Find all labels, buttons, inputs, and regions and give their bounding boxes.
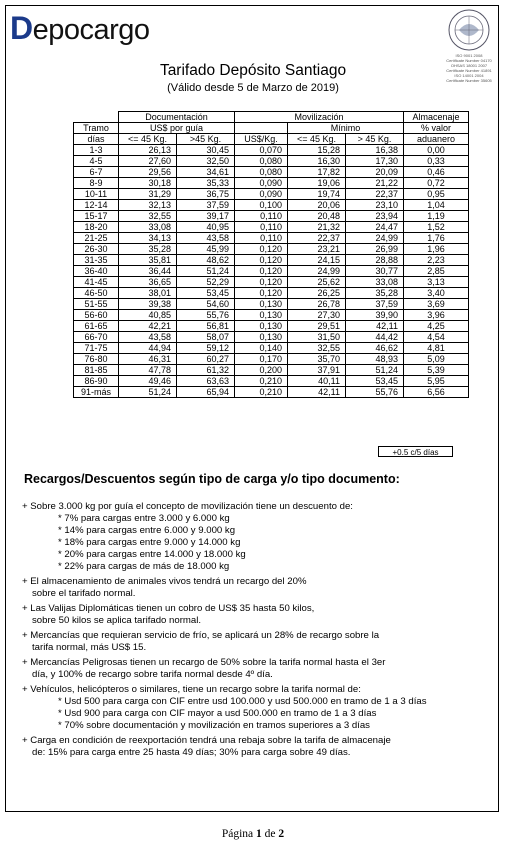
list-subitem: * 7% para cargas entre 3.000 y 6.000 kg — [58, 513, 230, 524]
table-cell: 44,42 — [346, 332, 404, 343]
page-footer — [0, 828, 506, 840]
table-cell: 4-5 — [74, 156, 119, 167]
table-cell: 0,110 — [235, 233, 288, 244]
table-cell: 6,56 — [404, 387, 469, 398]
table-cell: 37,59 — [346, 299, 404, 310]
table-cell: 0,130 — [235, 310, 288, 321]
table-cell: 0,100 — [235, 200, 288, 211]
table-cell: 51,24 — [177, 266, 235, 277]
logo-d-mark: D — [10, 10, 33, 46]
table-cell: 0,130 — [235, 321, 288, 332]
list-item-text: + Carga en condición de reexportación tendrá una rebaja sobre la tarifa de almacenaje — [22, 735, 391, 746]
table-cell: 48,93 — [346, 354, 404, 365]
company-logo — [10, 10, 150, 47]
table-cell: 0,00 — [404, 145, 469, 156]
table-cell: 26,78 — [288, 299, 346, 310]
table-cell: 0,200 — [235, 365, 288, 376]
table-row — [74, 354, 469, 365]
table-cell: 15,28 — [288, 145, 346, 156]
table-row — [74, 189, 469, 200]
surcharge-list — [22, 498, 498, 759]
list-item-text: sobre 50 kilos se aplica tarifado normal. — [32, 615, 202, 626]
table-cell: 41-45 — [74, 277, 119, 288]
page-title: Tarifado Depósito Santiago — [159, 62, 347, 79]
table-cell: 18-20 — [74, 222, 119, 233]
table-cell: 55,76 — [346, 387, 404, 398]
header-blank-kg — [235, 123, 288, 134]
table-cell: 1,76 — [404, 233, 469, 244]
header-us-por-guia: US$ por guía — [119, 123, 235, 134]
table-cell: 39,17 — [177, 211, 235, 222]
list-item-text: + Sobre 3.000 kg por guía el concepto de movilización tiene un descuento de: — [22, 501, 353, 512]
table-cell: 36-40 — [74, 266, 119, 277]
table-cell: 1,04 — [404, 200, 469, 211]
table-cell: 1,19 — [404, 211, 469, 222]
table-cell: 3,40 — [404, 288, 469, 299]
table-cell: 0,72 — [404, 178, 469, 189]
header-blank — [74, 112, 119, 123]
table-cell: 39,90 — [346, 310, 404, 321]
almacenaje-note: +0.5 c/5 días — [378, 446, 453, 457]
table-cell: 23,94 — [346, 211, 404, 222]
list-item — [22, 630, 498, 654]
cert-line: ISO 14001 2004 — [454, 73, 484, 78]
table-cell: 21-25 — [74, 233, 119, 244]
table-cell: 51,24 — [119, 387, 177, 398]
footer-middle: de — [261, 828, 279, 840]
table-cell: 26,25 — [288, 288, 346, 299]
table-cell: 0,120 — [235, 288, 288, 299]
table-row — [74, 299, 469, 310]
table-cell: 76-80 — [74, 354, 119, 365]
table-cell: 44,94 — [119, 343, 177, 354]
table-row — [74, 310, 469, 321]
list-item-text: + Vehículos, helicópteros o similares, tiene un recargo sobre la tarifa normal de: — [22, 684, 361, 695]
table-cell: 39,38 — [119, 299, 177, 310]
table-cell: 24,15 — [288, 255, 346, 266]
table-cell: 20,48 — [288, 211, 346, 222]
table-cell: 0,080 — [235, 156, 288, 167]
list-item-text: + El almacenamiento de animales vivos tendrá un recargo del 20% — [22, 576, 307, 587]
table-cell: 0,46 — [404, 167, 469, 178]
rates-table — [73, 111, 469, 398]
table-cell: 22,37 — [288, 233, 346, 244]
table-cell: 10-11 — [74, 189, 119, 200]
table-cell: 0,120 — [235, 255, 288, 266]
table-cell: 42,21 — [119, 321, 177, 332]
table-cell: 40,95 — [177, 222, 235, 233]
table-cell: 0,090 — [235, 189, 288, 200]
section-title: Recargos/Descuentos según tipo de carga y/o tipo documento: — [24, 472, 400, 486]
table-cell: 30,45 — [177, 145, 235, 156]
table-cell: 0,110 — [235, 211, 288, 222]
table-cell: 24,99 — [288, 266, 346, 277]
table-cell: 56-60 — [74, 310, 119, 321]
table-row — [74, 145, 469, 156]
cert-line: Certificate Number 04170 — [446, 58, 492, 63]
table-cell: 46,62 — [346, 343, 404, 354]
page-subtitle: (Válido desde 5 de Marzo de 2019) — [167, 82, 339, 94]
table-row — [74, 255, 469, 266]
table-cell: 63,63 — [177, 376, 235, 387]
list-subitem: * 14% para cargas entre 6.000 y 9.000 kg — [58, 525, 236, 536]
table-cell: 30,77 — [346, 266, 404, 277]
table-cell: 27,60 — [119, 156, 177, 167]
table-cell: 17,30 — [346, 156, 404, 167]
table-cell: 42,11 — [288, 387, 346, 398]
table-row — [74, 376, 469, 387]
list-item-text: + Mercancías que requieran servicio de frío, se aplicará un 28% de recargo sobre la — [22, 630, 380, 641]
list-subitem: * 20% para cargas entre 14.000 y 18.000 kg — [58, 549, 246, 560]
table-cell: 4,81 — [404, 343, 469, 354]
list-subitem: * 18% para cargas entre 9.000 y 14.000 kg — [58, 537, 241, 548]
table-cell: 31,29 — [119, 189, 177, 200]
table-cell: 5,39 — [404, 365, 469, 376]
table-cell: 40,85 — [119, 310, 177, 321]
table-cell: 24,47 — [346, 222, 404, 233]
table-cell: 66-70 — [74, 332, 119, 343]
header-tramo: Tramo — [74, 123, 119, 134]
table-cell: 23,21 — [288, 244, 346, 255]
table-cell: 0,090 — [235, 178, 288, 189]
list-item — [22, 501, 498, 573]
list-item — [22, 657, 498, 681]
header-almacenaje: Almacenaje — [404, 112, 469, 123]
table-cell: 20,06 — [288, 200, 346, 211]
table-cell: 8-9 — [74, 178, 119, 189]
table-cell: 16,38 — [346, 145, 404, 156]
table-cell: 53,45 — [346, 376, 404, 387]
cert-line: Certificate Number 41891 — [446, 68, 492, 73]
table-cell: 5,95 — [404, 376, 469, 387]
table-cell: 71-75 — [74, 343, 119, 354]
table-cell: 22,37 — [346, 189, 404, 200]
table-cell: 37,59 — [177, 200, 235, 211]
table-cell: 3,13 — [404, 277, 469, 288]
table-cell: 51-55 — [74, 299, 119, 310]
cert-line: ISO 9001 2008 — [455, 53, 483, 58]
list-subitem: * Usd 900 para carga con CIF mayor a usd 500.000 en tramo de 1 a 3 días — [58, 708, 377, 719]
table-cell: 27,30 — [288, 310, 346, 321]
table-cell: 0,120 — [235, 277, 288, 288]
table-cell: 19,06 — [288, 178, 346, 189]
list-subitem: * 70% sobre documentación y movilización en tramos superiores a 3 días — [58, 720, 370, 731]
table-cell: 31,50 — [288, 332, 346, 343]
col-aduanero: aduanero — [404, 134, 469, 145]
table-cell: 6-7 — [74, 167, 119, 178]
table-cell: 91-más — [74, 387, 119, 398]
table-cell: 65,94 — [177, 387, 235, 398]
table-row — [74, 343, 469, 354]
table-cell: 23,10 — [346, 200, 404, 211]
footer-page-total: 2 — [278, 828, 285, 840]
table-row — [74, 233, 469, 244]
table-cell: 28,88 — [346, 255, 404, 266]
list-item — [22, 684, 498, 732]
table-cell: 61,32 — [177, 365, 235, 376]
col-dias: días — [74, 134, 119, 145]
table-cell: 0,120 — [235, 244, 288, 255]
header-pct-valor: % valor — [404, 123, 469, 134]
list-item-text: sobre el tarifado normal. — [32, 588, 136, 599]
list-item — [22, 576, 498, 600]
table-row — [74, 288, 469, 299]
table-cell: 36,65 — [119, 277, 177, 288]
table-cell: 35,70 — [288, 354, 346, 365]
table-cell: 3,96 — [404, 310, 469, 321]
list-item — [22, 735, 498, 759]
table-cell: 56,81 — [177, 321, 235, 332]
table-cell: 0,210 — [235, 387, 288, 398]
table-cell: 35,81 — [119, 255, 177, 266]
table-cell: 0,080 — [235, 167, 288, 178]
table-cell: 54,60 — [177, 299, 235, 310]
table-cell: 34,13 — [119, 233, 177, 244]
header-documentacion: Documentación — [119, 112, 235, 123]
table-cell: 2,85 — [404, 266, 469, 277]
table-cell: 0,130 — [235, 299, 288, 310]
header-movilizacion: Movilización — [235, 112, 404, 123]
table-cell: 33,08 — [119, 222, 177, 233]
table-cell: 38,01 — [119, 288, 177, 299]
footer-prefix: Página — [221, 828, 257, 840]
header-minimo: Mínimo — [288, 123, 404, 134]
table-cell: 45,99 — [177, 244, 235, 255]
table-row — [74, 222, 469, 233]
table-row — [74, 321, 469, 332]
table-row — [74, 156, 469, 167]
col-doc-gt45: >45 Kg. — [177, 134, 235, 145]
table-cell: 35,33 — [177, 178, 235, 189]
table-row — [74, 277, 469, 288]
table-cell: 1,52 — [404, 222, 469, 233]
table-cell: 4,25 — [404, 321, 469, 332]
table-cell: 0,130 — [235, 332, 288, 343]
table-cell: 37,91 — [288, 365, 346, 376]
table-cell: 51,24 — [346, 365, 404, 376]
table-cell: 43,58 — [177, 233, 235, 244]
table-cell: 0,95 — [404, 189, 469, 200]
logo-text: epocargo — [32, 14, 150, 46]
list-item-text: de: 15% para carga entre 25 hasta 49 días; 30% para carga sobre 49 días. — [32, 747, 351, 758]
table-row — [74, 178, 469, 189]
table-cell: 0,070 — [235, 145, 288, 156]
table-cell: 48,62 — [177, 255, 235, 266]
table-cell: 29,51 — [288, 321, 346, 332]
list-item — [22, 603, 498, 627]
table-cell: 24,99 — [346, 233, 404, 244]
table-cell: 1,96 — [404, 244, 469, 255]
table-cell: 0,140 — [235, 343, 288, 354]
table-row — [74, 167, 469, 178]
table-cell: 16,30 — [288, 156, 346, 167]
table-cell: 4,54 — [404, 332, 469, 343]
table-cell: 3,69 — [404, 299, 469, 310]
table-cell: 55,76 — [177, 310, 235, 321]
table-cell: 26-30 — [74, 244, 119, 255]
table-cell: 26,99 — [346, 244, 404, 255]
table-cell: 1-3 — [74, 145, 119, 156]
rate-rows — [74, 145, 469, 398]
col-doc-le45: <= 45 Kg. — [119, 134, 177, 145]
list-item-text: + Mercancías Peligrosas tienen un recargo de 50% sobre la tarifa normal hasta el 3er — [22, 657, 386, 668]
table-row — [74, 244, 469, 255]
table-cell: 0,210 — [235, 376, 288, 387]
table-cell: 53,45 — [177, 288, 235, 299]
table-cell: 12-14 — [74, 200, 119, 211]
table-cell: 0,110 — [235, 222, 288, 233]
table-cell: 31-35 — [74, 255, 119, 266]
table-row — [74, 266, 469, 277]
table-cell: 32,55 — [119, 211, 177, 222]
table-cell: 5,09 — [404, 354, 469, 365]
table-cell: 36,75 — [177, 189, 235, 200]
table-cell: 43,58 — [119, 332, 177, 343]
table-cell: 0,120 — [235, 266, 288, 277]
table-cell: 36,44 — [119, 266, 177, 277]
table-cell: 0,170 — [235, 354, 288, 365]
table-cell: 25,62 — [288, 277, 346, 288]
col-min-le45: <= 45 Kg. — [288, 134, 346, 145]
table-cell: 32,55 — [288, 343, 346, 354]
table-cell: 52,29 — [177, 277, 235, 288]
footer-page-number: 1 — [256, 828, 262, 840]
table-cell: 33,08 — [346, 277, 404, 288]
table-cell: 42,11 — [346, 321, 404, 332]
table-cell: 86-90 — [74, 376, 119, 387]
table-cell: 0,33 — [404, 156, 469, 167]
table-row — [74, 200, 469, 211]
table-cell: 29,56 — [119, 167, 177, 178]
globe-seal-icon — [447, 8, 491, 52]
list-subitem: * Usd 500 para carga con CIF entre usd 100.000 y usd 500.000 en tramo de 1 a 3 días — [58, 696, 427, 707]
table-row — [74, 365, 469, 376]
list-item-text: + Las Valijas Diplomáticas tienen un cobro de US$ 35 hasta 50 kilos, — [22, 603, 315, 614]
table-cell: 21,32 — [288, 222, 346, 233]
cert-line: OHSAS 18001 2007 — [450, 63, 488, 68]
col-us-kg: US$/Kg. — [235, 134, 288, 145]
table-row — [74, 211, 469, 222]
table-cell: 35,28 — [346, 288, 404, 299]
table-cell: 20,09 — [346, 167, 404, 178]
table-cell: 34,61 — [177, 167, 235, 178]
cert-line: Certificate Number 35605 — [446, 78, 492, 83]
table-cell: 30,18 — [119, 178, 177, 189]
list-item-text: tarifa normal, más US$ 15. — [32, 642, 147, 653]
list-subitem: * 22% para cargas de más de 18.000 kg — [58, 561, 230, 572]
table-cell: 49,46 — [119, 376, 177, 387]
list-item-text: día, y 100% de recargo sobre tarifa normal desde 4º día. — [32, 669, 273, 680]
table-cell: 60,27 — [177, 354, 235, 365]
table-cell: 32,50 — [177, 156, 235, 167]
table-cell: 17,82 — [288, 167, 346, 178]
col-min-gt45: > 45 Kg. — [346, 134, 404, 145]
table-cell: 19,74 — [288, 189, 346, 200]
table-cell: 32,13 — [119, 200, 177, 211]
table-cell: 58,07 — [177, 332, 235, 343]
table-cell: 40,11 — [288, 376, 346, 387]
table-cell: 35,28 — [119, 244, 177, 255]
table-cell: 15-17 — [74, 211, 119, 222]
table-cell: 59,12 — [177, 343, 235, 354]
table-cell: 46-50 — [74, 288, 119, 299]
table-cell: 2,23 — [404, 255, 469, 266]
table-cell: 81-85 — [74, 365, 119, 376]
table-cell: 61-65 — [74, 321, 119, 332]
table-row — [74, 387, 469, 398]
table-cell: 26,13 — [119, 145, 177, 156]
table-row — [74, 332, 469, 343]
table-cell: 46,31 — [119, 354, 177, 365]
table-cell: 47,78 — [119, 365, 177, 376]
table-cell: 21,22 — [346, 178, 404, 189]
